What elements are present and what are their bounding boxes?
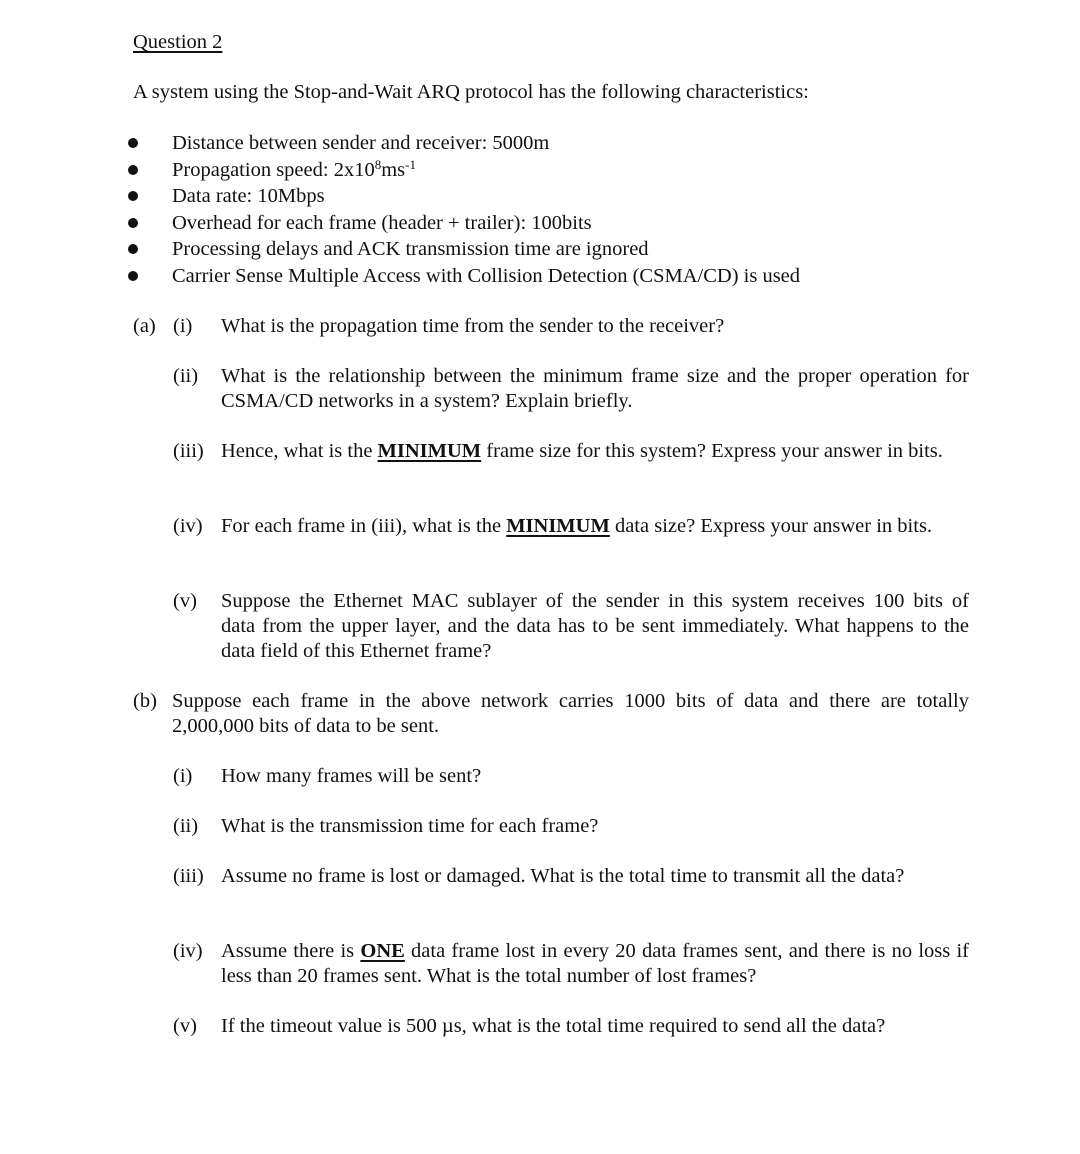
item-number: (v) xyxy=(173,590,197,612)
item-text: What is the propagation time from the sender to the receiver? xyxy=(221,315,725,337)
bullet-icon xyxy=(128,218,138,228)
question-title: Question 2 xyxy=(133,31,223,53)
bullet-icon xyxy=(128,244,138,254)
item-number: (ii) xyxy=(173,815,199,837)
item-text-line: CSMA/CD networks in a system? Explain briefly. xyxy=(221,390,633,412)
item-text: If the timeout value is 500 µs, what is the total time required to send all the data? xyxy=(221,1015,886,1037)
item-text-line: Assume there is ONE data frame lost in every 20 data frames sent, and there is no loss if xyxy=(221,940,969,962)
item-number: (v) xyxy=(173,1015,197,1037)
item-text: For each frame in (iii), what is the MINIMUM data size? Express your answer in bits. xyxy=(221,515,933,537)
item-number: (ii) xyxy=(173,365,199,387)
item-text-line: Suppose the Ethernet MAC sublayer of the sender in this system receives 100 bits of xyxy=(221,590,969,612)
item-text-line: What is the relationship between the minimum frame size and the proper operation for xyxy=(221,365,969,387)
bullet-icon xyxy=(128,165,138,175)
item-text: How many frames will be sent? xyxy=(221,765,482,787)
item-text: Assume no frame is lost or damaged. What is the total time to transmit all the data? xyxy=(221,865,905,887)
bullet-icon xyxy=(128,138,138,148)
bullet-icon xyxy=(128,191,138,201)
intro-text: A system using the Stop-and-Wait ARQ protocol has the following characteristics: xyxy=(133,81,809,103)
bullet-icon xyxy=(128,271,138,281)
item-number: (iii) xyxy=(173,440,204,462)
emphasis-one: ONE xyxy=(360,940,405,962)
item-text: Hence, what is the MINIMUM frame size for this system? Express your answer in bits. xyxy=(221,440,943,462)
emphasis-minimum: MINIMUM xyxy=(506,515,610,537)
item-number: (i) xyxy=(173,315,193,337)
part-a-label: (a) xyxy=(133,315,156,337)
part-b-intro-line: 2,000,000 bits of data to be sent. xyxy=(172,715,440,737)
item-number: (i) xyxy=(173,765,193,787)
emphasis-minimum: MINIMUM xyxy=(377,440,482,462)
part-b-label: (b) xyxy=(133,690,157,712)
item-number: (iv) xyxy=(173,940,203,962)
item-text: What is the transmission time for each frame? xyxy=(221,815,599,837)
item-text-line: data field of this Ethernet frame? xyxy=(221,640,492,662)
item-number: (iv) xyxy=(173,515,203,537)
item-text-line: data from the upper layer, and the data has to be sent immediately. What happens to the xyxy=(221,615,969,637)
part-b-intro-line: Suppose each frame in the above network carries 1000 bits of data and there are totally xyxy=(172,690,969,712)
item-text-line: less than 20 frames sent. What is the total number of lost frames? xyxy=(221,965,757,987)
item-number: (iii) xyxy=(173,865,204,887)
